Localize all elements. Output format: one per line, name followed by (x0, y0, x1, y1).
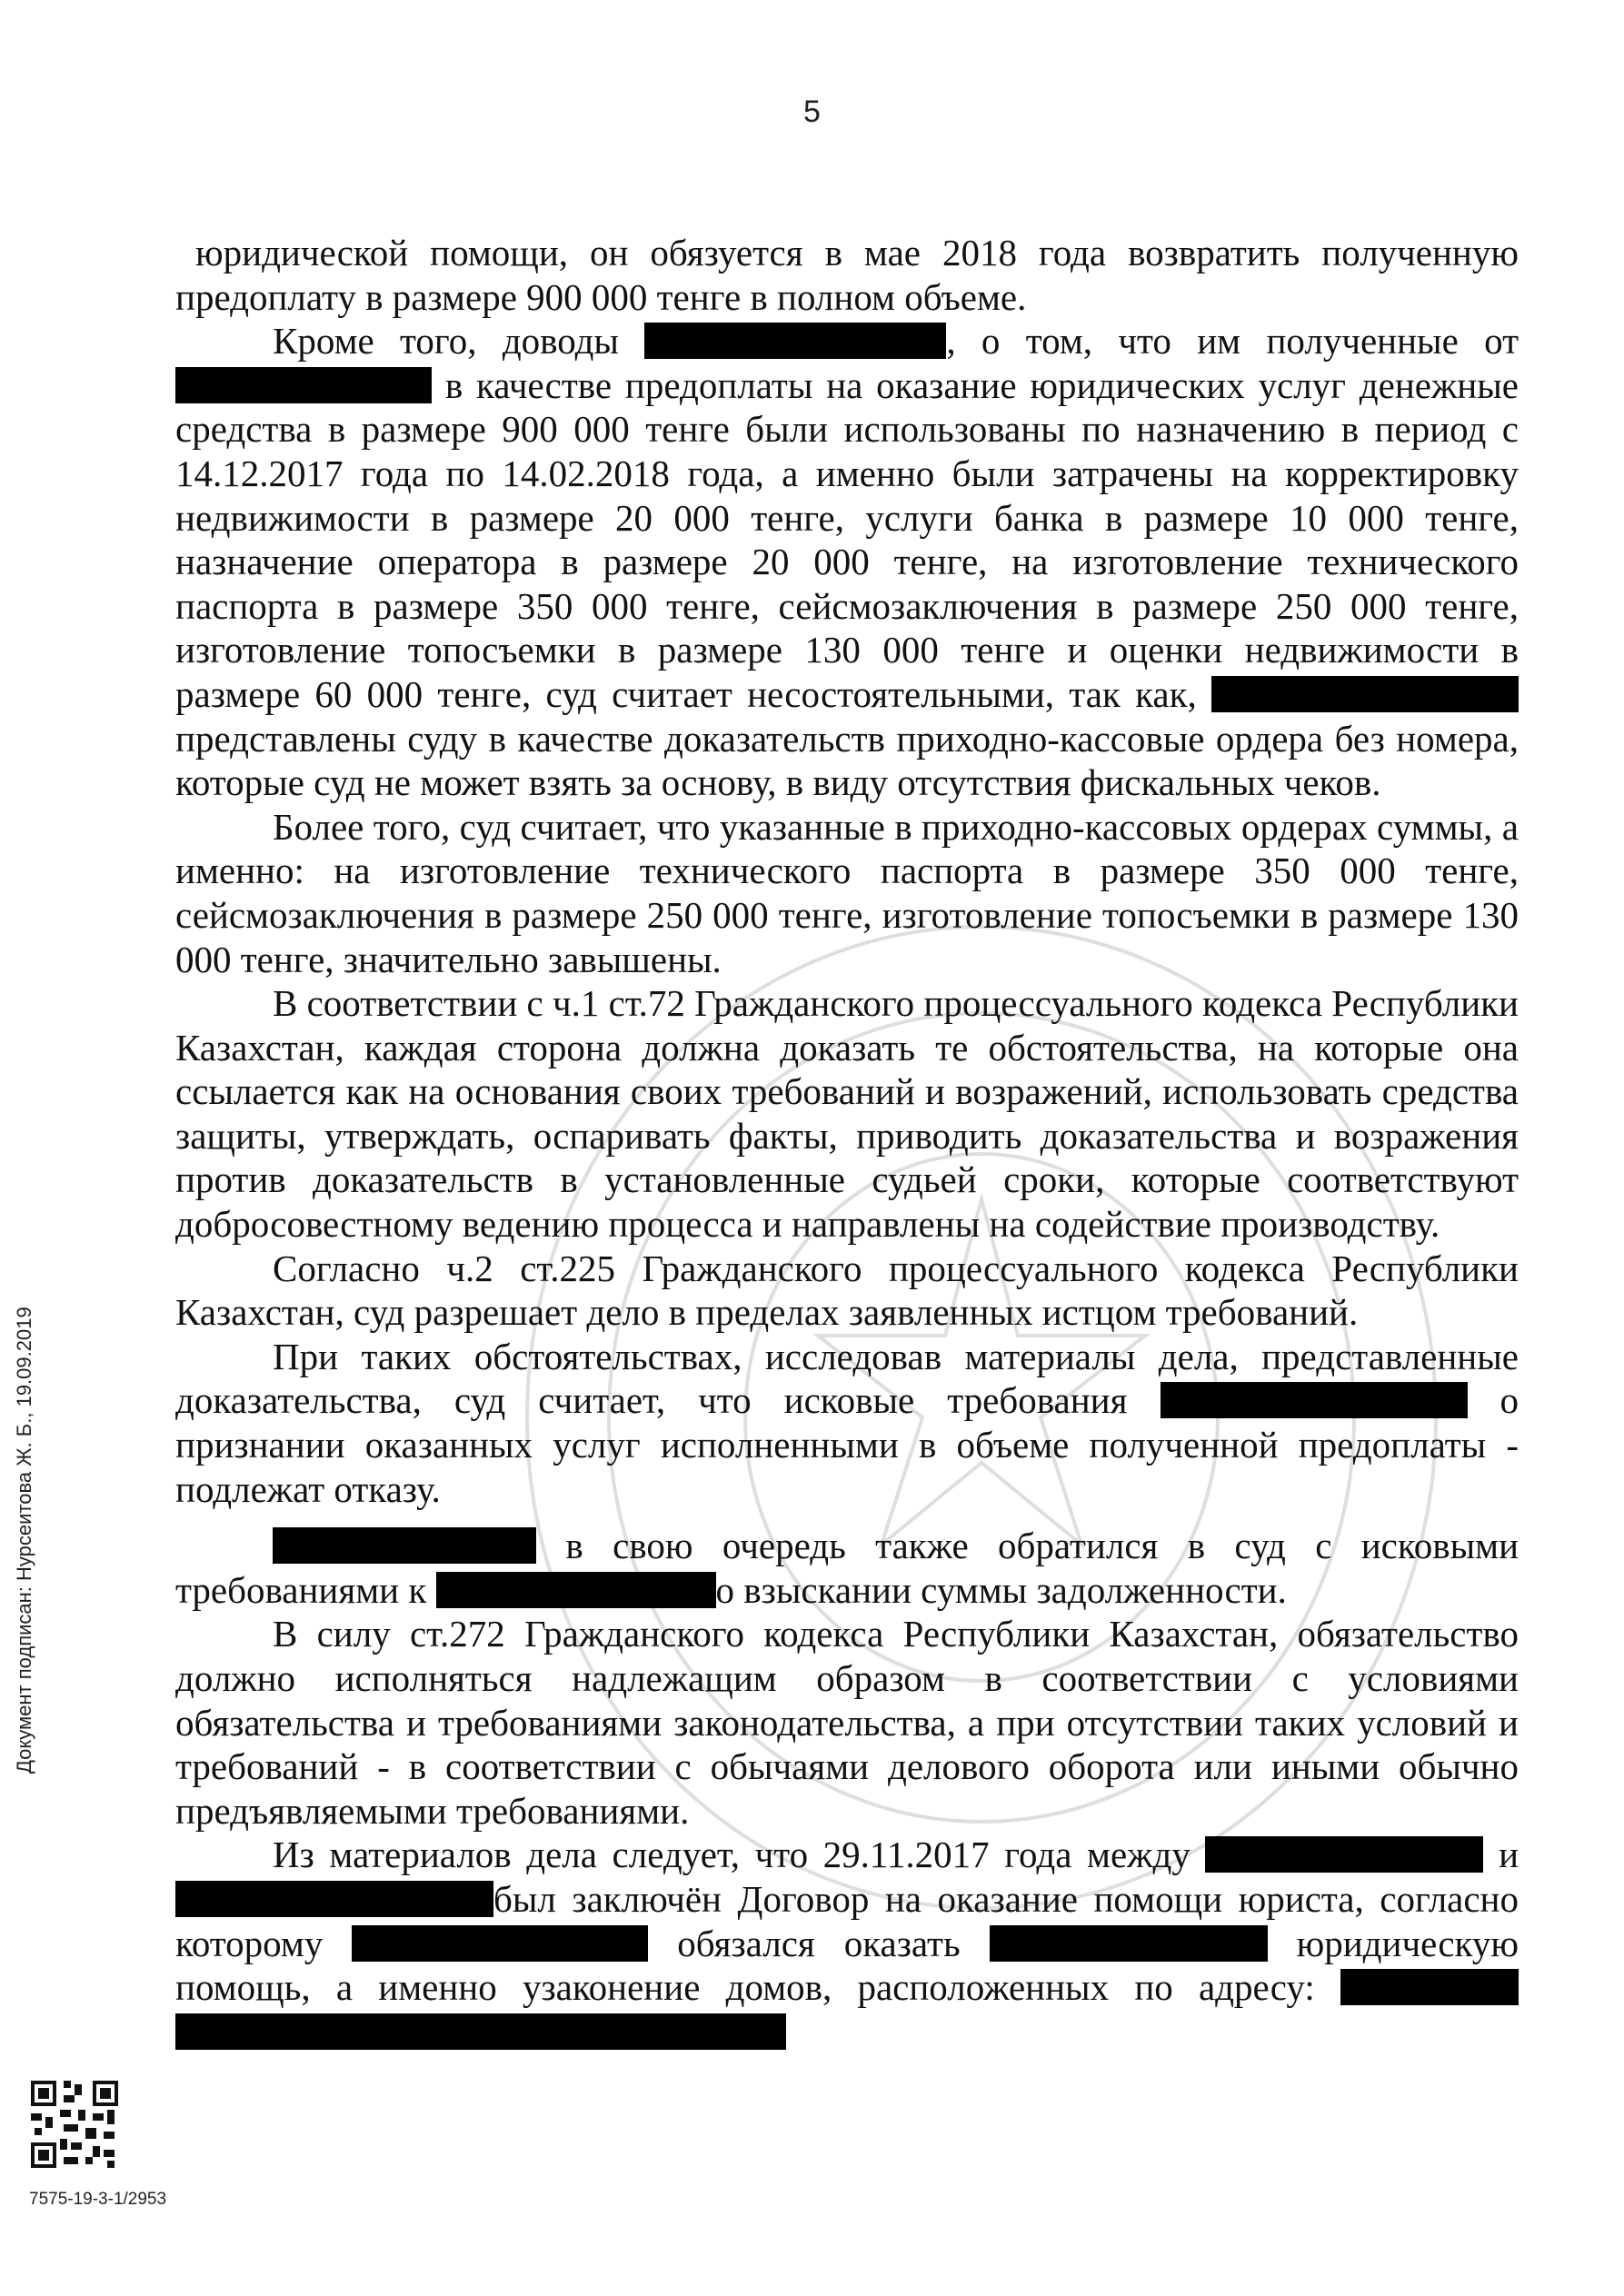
p9-text-c: был заключён Договор на оказание помощи юриста, согласно которому (175, 1877, 1519, 1964)
redaction-block (436, 1572, 716, 1608)
redaction-block (1340, 1969, 1519, 2005)
document-body (175, 231, 1519, 2053)
redaction-block (644, 323, 946, 359)
redaction-block (1161, 1382, 1468, 1418)
p2-text-b: , о том, что им полученные от (946, 320, 1519, 363)
p9-text-a: Из материалов дела следует, что 29.11.2017 года между (273, 1834, 1191, 1876)
redaction-block (1205, 1836, 1483, 1873)
p9-text-e: юридическую помощь, а именно узаконение домов, расположенных по адресу: (175, 1922, 1519, 2009)
page-number: 5 (803, 94, 821, 129)
p9-text-b: и (1499, 1834, 1519, 1876)
p7-text-b: о взыскании суммы задолженности. (715, 1568, 1287, 1611)
p9-text-d: обязался оказать (677, 1922, 961, 1964)
qr-code-icon (31, 2081, 118, 2168)
paragraph-6 (175, 1335, 1519, 1511)
paragraph-1: юридической помощи, он обязуется в мае 2018 года возвратить полученную предоплату в размере 900 000 тенге в полном объеме. (175, 232, 1519, 318)
redaction-block (1211, 676, 1519, 712)
paragraph-8: В силу ст.272 Гражданского кодекса Республики Казахстан, обязательство должно исполняться надлежащим образом в соответствии с условиями обязательства и требованиями законодательства, а при отсутствии таких условий и требований - в соответствии с обычаями делового оборота или иными обычно предъявляемыми требованиями. (175, 1613, 1519, 1832)
redaction-block (175, 367, 432, 403)
p6-text-a: При таких обстоятельствах, исследовав материалы дела, представленные доказательства, суд считает, что исковые требования (175, 1335, 1519, 1422)
paragraph-3: Более того, суд считает, что указанные в приходно-кассовых ордерах суммы, а именно: на изготовление технического паспорта в размере 350 000 тенге, сейсмозаключения в размере 250 000 тенге, изготовление топосъемки в размере 130 000 тенге, значительно завышены. (175, 805, 1519, 980)
p7-text-a: в свою очередь также обратился в суд с исковыми требованиями к (175, 1525, 1519, 1611)
paragraph-2 (175, 319, 1519, 805)
p6-text-b: о признании оказанных услуг исполненными в объеме полученной предоплаты - подлежат отказу. (175, 1379, 1519, 1510)
redaction-block (990, 1925, 1268, 1962)
paragraph-5: Согласно ч.2 ст.225 Гражданского процессуального кодекса Республики Казахстан, суд разрешает дело в пределах заявленных истцом требований. (175, 1247, 1519, 1334)
paragraph-7 (175, 1524, 1519, 1612)
redaction-block (175, 2013, 786, 2050)
p2-text-c: в качестве предоплаты на оказание юридических услуг денежные средства в размере 900 000 тенге были использованы по назначению в период с 14.12.2017 года по 14.02.2018 года, а именно были затрачены на корректировку недвижимости в размере 20 000 тенге, услуги банка в размере 10 000 тенге, назначение оператора в размере 20 000 тенге, на изготовление технического паспорта в размере 350 000 тенге, сейсмозаключения в размере 250 000 тенге, изготовление топосъемки в размере 130 000 тенге и оценки недвижимости в размере 60 000 тенге, суд считает несостоятельными, так как, (175, 363, 1519, 715)
redaction-block (273, 1527, 536, 1564)
redaction-block (352, 1925, 648, 1962)
p2-text-a: Кроме того, доводы (273, 320, 619, 363)
redaction-block (175, 1881, 493, 1917)
paragraph-4: В соответствии с ч.1 ст.72 Гражданского процессуального кодекса Республики Казахстан, каждая сторона должна доказать те обстоятельства, на которые она ссылается как на основания своих требований и возражений, использовать средства защиты, утверждать, оспаривать факты, приводить доказательства и возражения против доказательств в установленные судьей сроки, которые соответствуют добросовестному ведению процесса и направлены на содействие производству. (175, 982, 1519, 1246)
paragraph-9 (175, 1833, 1519, 2053)
signature-sidebar: Документ подписан: Нурсеитова Ж. Б., 19.09.2019 (13, 1307, 35, 1774)
p2-text-d: представлены суду в качестве доказательств приходно-кассовые ордера без номера, которые суд не может взять за основу, в виду отсутствия фискальных чеков. (175, 717, 1519, 804)
document-code: 7575-19-3-1/2953 (29, 2190, 167, 2209)
